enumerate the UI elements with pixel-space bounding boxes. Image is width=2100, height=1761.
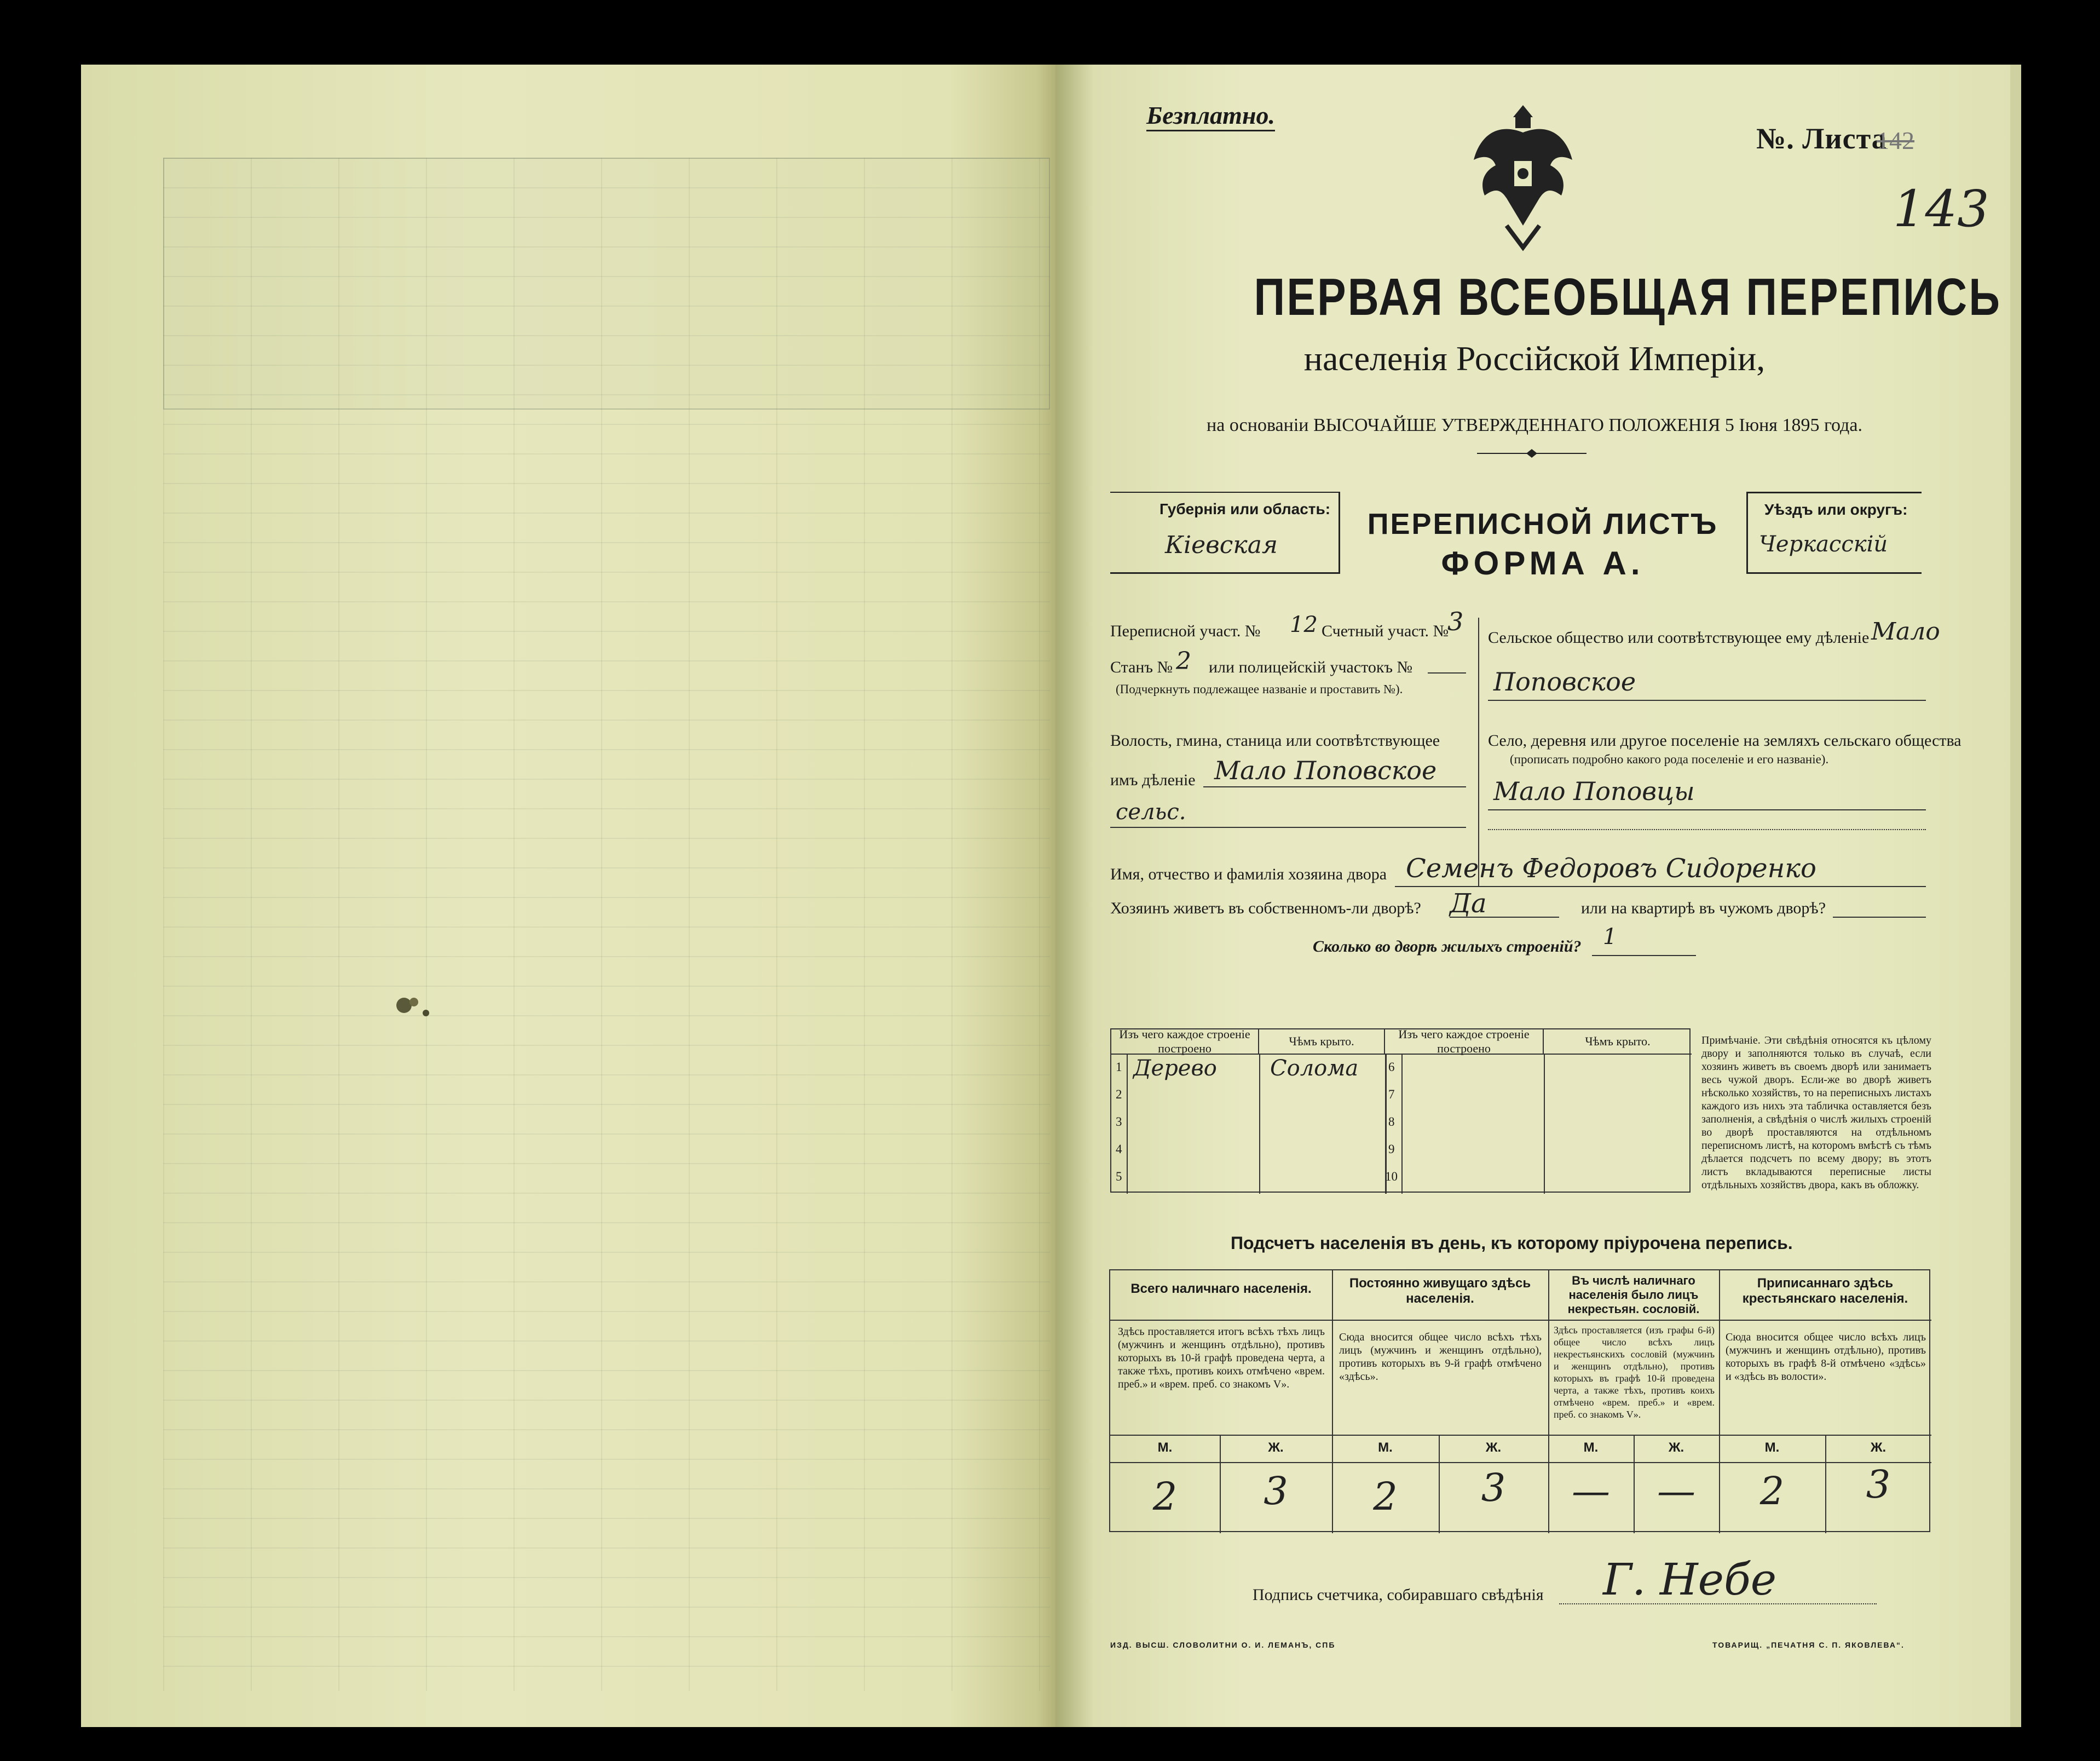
volost-value-2: сельс. — [1116, 799, 1186, 825]
row-num-4: 4 — [1116, 1142, 1122, 1156]
society-value: Мало — [1871, 618, 1940, 646]
count-f-2: 3 — [1481, 1465, 1506, 1510]
count-head-4: Приписаннаго здѣсь крестьянскаго населенія. — [1742, 1276, 1908, 1306]
village-label: Село, деревня или другое поселеніе на земляхъ сельскаго общества — [1488, 732, 1961, 750]
count-desc-1: Здѣсь проставляется итогъ всѣхъ тѣхъ лицъ (мужчинъ и женщинъ отдѣльно), противъ которыхъ въ 10-й графѣ проведена черта, а также тѣхъ, противъ коихъ отмѣчено «врем. преб.» и «врем. преб. со знакомъ V». — [1118, 1326, 1325, 1390]
structures-col-roof: Чѣмъ крыто. — [1259, 1029, 1385, 1055]
row-num-1: 1 — [1116, 1060, 1122, 1074]
m-label-3: М. — [1583, 1440, 1599, 1455]
own-yard-label: Хозяинъ живетъ въ собственномъ-ли дворѣ? — [1110, 899, 1421, 917]
page-subtitle: населенія Россійской Имперіи, — [1303, 339, 1766, 378]
signature-line — [1559, 1603, 1877, 1604]
count-head-2: Постоянно живущаго здѣсь населенія. — [1349, 1276, 1531, 1306]
divider-ornament — [1477, 448, 1586, 459]
row-num-7: 7 — [1388, 1087, 1395, 1101]
structures-col-material-2: Изъ чего каждое строеніе построено — [1385, 1029, 1544, 1055]
signature-label: Подпись счетчика, собиравшаго свѣдѣнія — [1253, 1586, 1544, 1604]
apartment-line — [1833, 917, 1926, 918]
underline-note: (Подчеркнуть подлежащее названіе и проставить №). — [1116, 682, 1403, 696]
village-note: (прописать подробно какого рода поселеніе и его названіе). — [1510, 752, 1829, 766]
row-line — [1110, 1320, 1931, 1321]
volost-label: Волость, гмина, станица или соотвѣтствующее — [1110, 732, 1440, 750]
row-num-8: 8 — [1388, 1115, 1395, 1129]
f-label-4: Ж. — [1870, 1440, 1886, 1455]
field-divider — [1478, 618, 1479, 886]
owner-label: Имя, отчество и фамилія хозяина двора — [1110, 865, 1387, 883]
printer-credit-left: ИЗД. ВЫСШ. СЛОВОЛИТНИ О. И. ЛЕМАНЪ, СПБ — [1110, 1641, 1336, 1649]
police-district-line — [1428, 672, 1466, 674]
volost-line-2 — [1110, 827, 1466, 828]
counting-district-value: 3 — [1447, 607, 1464, 636]
society-value-2: Поповское — [1493, 667, 1636, 697]
owner-value: Семенъ Федоровъ Сидоренко — [1406, 853, 1816, 884]
form-title: ПЕРЕПИСНОЙ ЛИСТЪ — [1367, 508, 1718, 540]
village-line-2 — [1488, 829, 1926, 830]
counting-district-label: Счетный участ. № — [1322, 622, 1449, 640]
faint-showthrough-grid — [163, 158, 1050, 1691]
row-num-9: 9 — [1388, 1142, 1395, 1156]
gubernia-value: Кіевская — [1165, 531, 1278, 559]
buildings-label: Сколько во дворѣ жилыхъ строеній? — [1313, 937, 1582, 956]
society-label: Сельское общество или соотвѣтствующее ему дѣленіе — [1488, 629, 1870, 647]
left-page — [81, 65, 1066, 1727]
count-f-4: 3 — [1866, 1462, 1891, 1507]
apartment-label: или на квартирѣ въ чужомъ дворѣ? — [1581, 899, 1826, 917]
m-label-1: М. — [1157, 1440, 1173, 1455]
row-num-5: 5 — [1116, 1170, 1122, 1183]
sheet-number-label: №. Листа — [1756, 122, 1887, 155]
count-f-3: — — [1657, 1469, 1695, 1513]
count-m-1: 2 — [1152, 1474, 1178, 1519]
f-label-2: Ж. — [1485, 1440, 1502, 1455]
row-num-2: 2 — [1116, 1087, 1122, 1101]
count-table — [1109, 1269, 1930, 1532]
structures-table — [1110, 1028, 1691, 1193]
row1-roof: Солома — [1270, 1056, 1359, 1081]
right-page — [1055, 65, 2014, 1727]
row-line — [1110, 1435, 1931, 1436]
count-head-3: Въ числѣ наличнаго населенія было лицъ некрестьян. сословій. — [1567, 1274, 1700, 1316]
signature: Г. Небе — [1603, 1554, 1777, 1605]
society-line — [1488, 700, 1926, 701]
census-district-value: 12 — [1290, 612, 1318, 637]
free-label: Безплатно. — [1146, 101, 1275, 131]
census-district-label: Переписной участ. № — [1110, 622, 1261, 640]
volost-value: Мало Поповское — [1214, 756, 1437, 785]
uezd-label: Уѣздъ или округъ: — [1764, 501, 1908, 518]
buildings-value: 1 — [1603, 924, 1617, 949]
volost-line — [1203, 786, 1466, 787]
col-line — [1401, 1055, 1403, 1194]
f-label-1: Ж. — [1268, 1440, 1284, 1455]
legal-basis: на основаніи ВЫСОЧАЙШЕ УТВЕРЖДЕННАГО ПОЛОЖЕНІЯ 5 Іюня 1895 года. — [1207, 415, 1862, 435]
f-label-3: Ж. — [1668, 1440, 1684, 1455]
row-num-10: 10 — [1385, 1170, 1398, 1183]
gubernia-box — [1110, 492, 1340, 574]
form-subtitle: ФОРМА А. — [1441, 545, 1645, 582]
owner-line — [1395, 886, 1926, 887]
double-headed-eagle-emblem — [1463, 100, 1583, 253]
row-num-3: 3 — [1116, 1115, 1122, 1129]
structures-col-material: Изъ чего каждое строеніе построено — [1111, 1029, 1259, 1055]
m-label-2: М. — [1378, 1440, 1393, 1455]
village-value: Мало Поповцы — [1493, 776, 1695, 806]
count-m-4: 2 — [1759, 1469, 1785, 1513]
row1-material: Дерево — [1133, 1056, 1217, 1081]
page-title: ПЕРВАЯ ВСЕОБЩАЯ ПЕРЕПИСЬ — [1254, 268, 2002, 326]
stan-value: 2 — [1176, 647, 1191, 675]
printer-credit-right: ТОВАРИЩ. „ПЕЧАТНЯ С. П. ЯКОВЛЕВА“. — [1712, 1641, 1905, 1649]
count-m-3: — — [1572, 1469, 1610, 1513]
row-line — [1110, 1462, 1931, 1463]
count-desc-2: Сюда вносится общее число всѣхъ тѣхъ лицъ (мужчинъ и женщинъ отдѣльно), противъ которыхъ въ 9-й графѣ отмѣчено «здѣсь». — [1339, 1331, 1542, 1383]
ink-stain — [393, 990, 442, 1023]
gubernia-label: Губернія или область: — [1159, 500, 1331, 517]
col-line — [1259, 1055, 1260, 1194]
row-num-6: 6 — [1388, 1060, 1395, 1074]
note: Примѣчаніе. Эти свѣдѣнія относятся къ цѣлому двору и заполняются только въ случаѣ, если хозяинъ живетъ въ своемъ дворѣ или занимаетъ весь чужой дворъ. Если-же во дворѣ живетъ нѣсколько хозяйствъ, то на переписныхъ листахъ каждого изъ нихъ эта табличка оставляется безъ заполненія, а свѣдѣнія о числѣ жилыхъ строеній во дворѣ проставляются на отдѣльномъ переписномъ листѣ, на которомъ вмѣстѣ съ тѣмъ дѣлается подсчетъ по всему двору; въ этотъ листъ вкладываются переписные листы отдѣльныхъ хозяйствъ двора, какъ въ обложку. — [1701, 1034, 1931, 1191]
police-district-label: или полицейскій участокъ № — [1209, 658, 1413, 676]
m-label-4: М. — [1764, 1440, 1780, 1455]
count-desc-4: Сюда вносится общее число всѣхъ лицъ (мужчинъ и женщинъ отдѣльно), противъ которыхъ въ графѣ 8-й отмѣчено «здѣсь» и «здѣсь въ волости». — [1726, 1331, 1926, 1383]
structures-col-roof-2: Чѣмъ крыто. — [1544, 1029, 1692, 1055]
village-line — [1488, 809, 1926, 810]
uezd-box — [1746, 492, 1922, 574]
volost-label-2: имъ дѣленіе — [1110, 771, 1196, 789]
count-desc-3: Здѣсь проставляется (изъ графы 6-й) общее число всѣхъ лицъ некрестьянскихъ сословій (мужчинъ и женщинъ отдѣльно), противъ которыхъ въ графѣ 10-й проведена черта, а также тѣхъ, противъ коихъ отмѣчено «врем. преб.» и «врем. преб. со знакомъ V». — [1554, 1325, 1715, 1420]
sheet-number-handwritten: 143 — [1893, 180, 1989, 238]
count-m-2: 2 — [1373, 1474, 1398, 1519]
stan-label: Станъ № — [1110, 658, 1173, 676]
count-head-1: Всего наличнаго населенія. — [1130, 1281, 1312, 1296]
buildings-line — [1592, 955, 1696, 956]
own-yard-line — [1450, 917, 1559, 918]
sheet-number-struck: 142 — [1877, 126, 1914, 154]
count-title: Подсчетъ населенія въ день, къ которому пріурочена перепись. — [1231, 1233, 1793, 1253]
page-edge — [2010, 65, 2021, 1727]
count-f-1: 3 — [1264, 1469, 1288, 1513]
col-line — [1544, 1055, 1545, 1194]
own-yard-value: Да — [1450, 888, 1487, 919]
uezd-value: Черкасскій — [1759, 532, 1888, 557]
